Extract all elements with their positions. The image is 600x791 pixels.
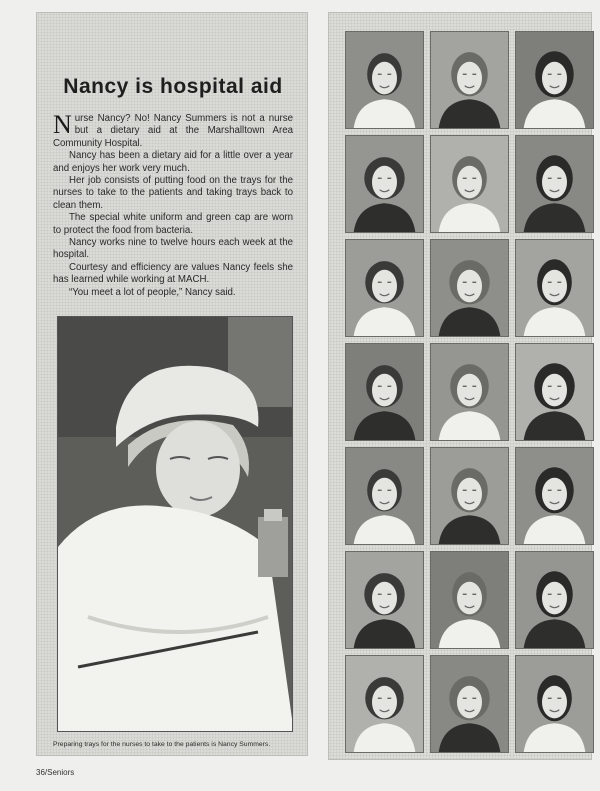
article-headline: Nancy is hospital aid <box>63 75 283 98</box>
senior-portrait <box>430 551 509 649</box>
senior-portraits <box>328 12 592 760</box>
senior-portrait <box>515 239 594 337</box>
senior-portrait <box>515 655 594 753</box>
senior-portrait <box>345 551 424 649</box>
article-paragraph: The special white uniform and green cap are worn to protect the food from bacteria. <box>53 212 293 236</box>
senior-portrait <box>345 343 424 441</box>
article-paragraph: Her job consists of putting food on the trays for the nurses to take to the patients and taking trays back to clean them. <box>53 175 293 211</box>
senior-portrait <box>430 31 509 129</box>
article-paragraph: Nurse Nancy? No! Nancy Summers is not a nurse but a dietary aid at the Marshalltown Area Community Hospital. <box>53 110 293 149</box>
article-paragraph: “You meet a lot of people,” Nancy said. <box>69 286 236 298</box>
portrait-grid <box>345 31 594 753</box>
article-paragraph: Nancy has been a dietary aid for a little over a year and enjoys her work very much. <box>53 150 293 174</box>
article-body <box>53 110 293 299</box>
page-folio: 36/Seniors <box>36 768 75 777</box>
senior-portrait <box>430 135 509 233</box>
senior-portrait <box>345 239 424 337</box>
senior-portrait <box>515 343 594 441</box>
senior-portrait <box>515 135 594 233</box>
photo-caption: Preparing trays for the nurses to take to the patients is Nancy Summers. <box>53 741 271 748</box>
feature-photo <box>57 316 293 732</box>
article-paragraph: Nancy works nine to twelve hours each week at the hospital. <box>53 237 293 261</box>
senior-portrait <box>345 135 424 233</box>
senior-portrait <box>515 447 594 545</box>
senior-portrait <box>345 447 424 545</box>
senior-portrait <box>430 239 509 337</box>
senior-portrait <box>515 551 594 649</box>
drop-cap: N <box>53 110 72 139</box>
senior-portrait <box>430 343 509 441</box>
senior-portrait <box>430 447 509 545</box>
feature-article <box>36 12 308 756</box>
senior-portrait <box>345 655 424 753</box>
senior-portrait <box>345 31 424 129</box>
article-paragraph: Courtesy and efficiency are values Nancy feels she has learned while working at MACH. <box>53 261 293 286</box>
photo-illustration <box>58 317 293 732</box>
senior-portrait <box>515 31 594 129</box>
senior-portrait <box>430 655 509 753</box>
